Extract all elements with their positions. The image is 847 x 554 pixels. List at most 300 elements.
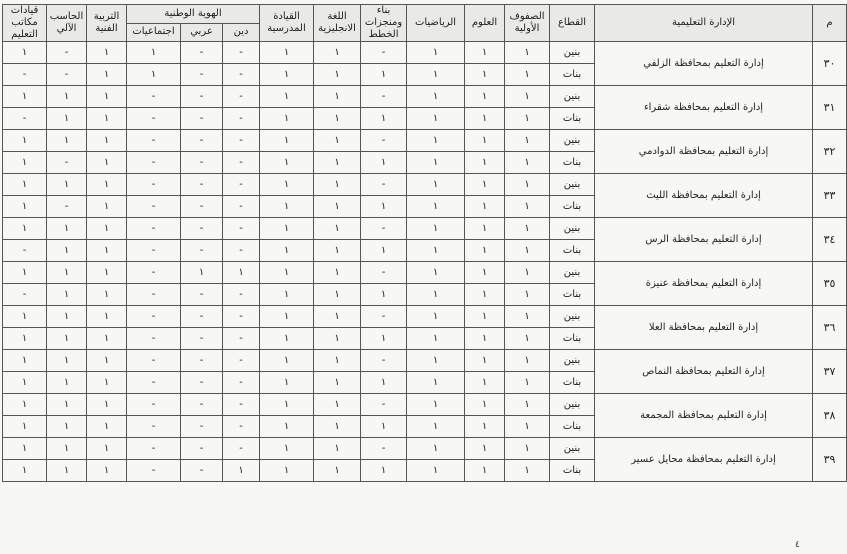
value-cell: ١ bbox=[407, 460, 465, 482]
value-cell: ١ bbox=[87, 240, 127, 262]
value-cell: - bbox=[223, 328, 260, 350]
value-cell: ١ bbox=[87, 284, 127, 306]
value-cell: ١ bbox=[314, 42, 361, 64]
value-cell: ١ bbox=[260, 42, 314, 64]
value-cell: ١ bbox=[314, 284, 361, 306]
value-cell: - bbox=[223, 240, 260, 262]
table-row bbox=[3, 306, 847, 328]
value-cell: - bbox=[127, 108, 181, 130]
value-cell: ١ bbox=[87, 416, 127, 438]
value-cell: ١ bbox=[465, 108, 505, 130]
table-row bbox=[3, 130, 847, 152]
value-cell: - bbox=[361, 86, 407, 108]
sector-cell: بنات bbox=[550, 108, 595, 130]
value-cell: ١ bbox=[47, 394, 87, 416]
sector-cell: بنين bbox=[550, 306, 595, 328]
value-cell: ١ bbox=[465, 416, 505, 438]
value-cell: ١ bbox=[3, 86, 47, 108]
value-cell: ١ bbox=[47, 438, 87, 460]
value-cell: ١ bbox=[505, 438, 550, 460]
value-cell: ١ bbox=[465, 174, 505, 196]
sector-cell: بنات bbox=[550, 284, 595, 306]
header-offices: قيادات مكاتب التعليم bbox=[3, 5, 47, 42]
value-cell: - bbox=[223, 350, 260, 372]
value-cell: - bbox=[127, 460, 181, 482]
header-science: العلوم bbox=[465, 5, 505, 42]
value-cell: ١ bbox=[3, 416, 47, 438]
value-cell: ١ bbox=[314, 86, 361, 108]
value-cell: ١ bbox=[505, 372, 550, 394]
value-cell: - bbox=[127, 130, 181, 152]
value-cell: ١ bbox=[87, 328, 127, 350]
value-cell: - bbox=[127, 438, 181, 460]
value-cell: - bbox=[181, 108, 223, 130]
sector-cell: بنين bbox=[550, 438, 595, 460]
value-cell: ١ bbox=[314, 240, 361, 262]
value-cell: - bbox=[47, 42, 87, 64]
value-cell: ١ bbox=[465, 196, 505, 218]
sector-cell: بنين bbox=[550, 86, 595, 108]
value-cell: - bbox=[181, 284, 223, 306]
document-page bbox=[2, 4, 836, 482]
value-cell: ١ bbox=[505, 262, 550, 284]
value-cell: - bbox=[181, 328, 223, 350]
value-cell: ١ bbox=[407, 328, 465, 350]
value-cell: ١ bbox=[260, 130, 314, 152]
value-cell: ١ bbox=[314, 438, 361, 460]
value-cell: ١ bbox=[465, 284, 505, 306]
value-cell: ١ bbox=[407, 108, 465, 130]
row-number: ٣٣ bbox=[813, 174, 847, 218]
header-computer: الحاسب الآلي bbox=[47, 5, 87, 42]
row-number: ٣٠ bbox=[813, 42, 847, 86]
value-cell: ١ bbox=[3, 174, 47, 196]
value-cell: - bbox=[3, 240, 47, 262]
value-cell: ١ bbox=[505, 394, 550, 416]
value-cell: ١ bbox=[47, 416, 87, 438]
row-number: ٣٢ bbox=[813, 130, 847, 174]
value-cell: ١ bbox=[87, 86, 127, 108]
value-cell: ١ bbox=[87, 438, 127, 460]
value-cell: ١ bbox=[505, 306, 550, 328]
value-cell: - bbox=[361, 262, 407, 284]
value-cell: - bbox=[127, 416, 181, 438]
value-cell: - bbox=[47, 64, 87, 86]
value-cell: ١ bbox=[361, 284, 407, 306]
value-cell: ١ bbox=[407, 218, 465, 240]
value-cell: ١ bbox=[407, 240, 465, 262]
row-number: ٣٧ bbox=[813, 350, 847, 394]
value-cell: ١ bbox=[260, 350, 314, 372]
value-cell: ١ bbox=[87, 130, 127, 152]
value-cell: - bbox=[223, 196, 260, 218]
value-cell: ١ bbox=[314, 394, 361, 416]
value-cell: ١ bbox=[260, 306, 314, 328]
value-cell: ١ bbox=[465, 372, 505, 394]
value-cell: ١ bbox=[407, 196, 465, 218]
value-cell: ١ bbox=[465, 64, 505, 86]
value-cell: ١ bbox=[260, 196, 314, 218]
value-cell: ١ bbox=[465, 350, 505, 372]
value-cell: ١ bbox=[3, 350, 47, 372]
value-cell: ١ bbox=[47, 218, 87, 240]
department-name: إدارة التعليم بمحافظة محايل عسير bbox=[595, 438, 813, 482]
value-cell: - bbox=[127, 196, 181, 218]
value-cell: ١ bbox=[314, 306, 361, 328]
value-cell: ١ bbox=[260, 152, 314, 174]
value-cell: ١ bbox=[260, 218, 314, 240]
value-cell: ١ bbox=[3, 372, 47, 394]
value-cell: ١ bbox=[361, 372, 407, 394]
sector-cell: بنين bbox=[550, 42, 595, 64]
value-cell: ١ bbox=[181, 262, 223, 284]
value-cell: - bbox=[181, 394, 223, 416]
value-cell: ١ bbox=[3, 196, 47, 218]
value-cell: ١ bbox=[314, 196, 361, 218]
value-cell: - bbox=[181, 416, 223, 438]
value-cell: - bbox=[127, 240, 181, 262]
value-cell: ١ bbox=[407, 130, 465, 152]
table-row bbox=[3, 174, 847, 196]
sector-cell: بنات bbox=[550, 240, 595, 262]
value-cell: ١ bbox=[505, 284, 550, 306]
value-cell: - bbox=[127, 262, 181, 284]
sector-cell: بنات bbox=[550, 372, 595, 394]
value-cell: - bbox=[181, 64, 223, 86]
value-cell: ١ bbox=[47, 372, 87, 394]
value-cell: ١ bbox=[47, 328, 87, 350]
page-number: ٤ bbox=[795, 540, 800, 550]
department-name: إدارة التعليم بمحافظة شقراء bbox=[595, 86, 813, 130]
department-name: إدارة التعليم بمحافظة الرس bbox=[595, 218, 813, 262]
value-cell: - bbox=[181, 174, 223, 196]
value-cell: ١ bbox=[47, 86, 87, 108]
value-cell: - bbox=[223, 306, 260, 328]
sector-cell: بنين bbox=[550, 218, 595, 240]
value-cell: ١ bbox=[223, 460, 260, 482]
value-cell: ١ bbox=[3, 394, 47, 416]
value-cell: ١ bbox=[87, 394, 127, 416]
value-cell: - bbox=[127, 372, 181, 394]
value-cell: ١ bbox=[361, 460, 407, 482]
value-cell: ١ bbox=[47, 262, 87, 284]
header-national-religion: دين bbox=[223, 23, 260, 42]
value-cell: ١ bbox=[361, 240, 407, 262]
value-cell: - bbox=[3, 284, 47, 306]
header-maps: بناء ومنجزات الخطط bbox=[361, 5, 407, 42]
table-row bbox=[3, 218, 847, 240]
value-cell: ١ bbox=[127, 42, 181, 64]
value-cell: ١ bbox=[314, 108, 361, 130]
value-cell: - bbox=[223, 42, 260, 64]
department-name: إدارة التعليم بمحافظة عنيزة bbox=[595, 262, 813, 306]
value-cell: ١ bbox=[260, 64, 314, 86]
table-header bbox=[3, 5, 847, 42]
value-cell: - bbox=[361, 218, 407, 240]
table-row bbox=[3, 350, 847, 372]
value-cell: - bbox=[361, 306, 407, 328]
value-cell: ١ bbox=[87, 42, 127, 64]
data-table bbox=[2, 4, 847, 482]
value-cell: ١ bbox=[223, 262, 260, 284]
value-cell: ١ bbox=[505, 328, 550, 350]
value-cell: ١ bbox=[465, 130, 505, 152]
value-cell: ١ bbox=[465, 460, 505, 482]
value-cell: ١ bbox=[87, 64, 127, 86]
department-name: إدارة التعليم بمحافظة الدوادمي bbox=[595, 130, 813, 174]
value-cell: ١ bbox=[260, 394, 314, 416]
value-cell: ١ bbox=[407, 394, 465, 416]
value-cell: ١ bbox=[260, 108, 314, 130]
header-leadership: القيادة المدرسية bbox=[260, 5, 314, 42]
value-cell: ١ bbox=[465, 152, 505, 174]
value-cell: ١ bbox=[407, 416, 465, 438]
value-cell: ١ bbox=[3, 328, 47, 350]
row-number: ٣٨ bbox=[813, 394, 847, 438]
value-cell: - bbox=[361, 438, 407, 460]
value-cell: ١ bbox=[3, 130, 47, 152]
row-number: ٣٦ bbox=[813, 306, 847, 350]
value-cell: ١ bbox=[361, 152, 407, 174]
value-cell: ١ bbox=[47, 460, 87, 482]
value-cell: ١ bbox=[3, 152, 47, 174]
value-cell: ١ bbox=[87, 372, 127, 394]
value-cell: - bbox=[181, 152, 223, 174]
value-cell: - bbox=[181, 42, 223, 64]
value-cell: - bbox=[361, 394, 407, 416]
value-cell: ١ bbox=[314, 328, 361, 350]
department-name: إدارة التعليم بمحافظة النماص bbox=[595, 350, 813, 394]
value-cell: ١ bbox=[260, 328, 314, 350]
value-cell: ١ bbox=[505, 130, 550, 152]
value-cell: ١ bbox=[505, 240, 550, 262]
row-number: ٣٤ bbox=[813, 218, 847, 262]
department-name: إدارة التعليم بمحافظة العلا bbox=[595, 306, 813, 350]
value-cell: ١ bbox=[127, 64, 181, 86]
value-cell: ١ bbox=[505, 350, 550, 372]
value-cell: ١ bbox=[361, 108, 407, 130]
value-cell: ١ bbox=[407, 42, 465, 64]
value-cell: ١ bbox=[3, 438, 47, 460]
header-math: الرياضيات bbox=[407, 5, 465, 42]
value-cell: ١ bbox=[465, 240, 505, 262]
value-cell: - bbox=[223, 284, 260, 306]
sector-cell: بنات bbox=[550, 152, 595, 174]
value-cell: ١ bbox=[407, 372, 465, 394]
table-row bbox=[3, 42, 847, 64]
value-cell: ١ bbox=[505, 460, 550, 482]
value-cell: ١ bbox=[505, 416, 550, 438]
value-cell: ١ bbox=[465, 438, 505, 460]
value-cell: ١ bbox=[407, 262, 465, 284]
value-cell: - bbox=[181, 240, 223, 262]
value-cell: ١ bbox=[314, 372, 361, 394]
row-number: ٣١ bbox=[813, 86, 847, 130]
value-cell: - bbox=[127, 394, 181, 416]
value-cell: ١ bbox=[407, 64, 465, 86]
value-cell: ١ bbox=[47, 174, 87, 196]
sector-cell: بنين bbox=[550, 262, 595, 284]
value-cell: ١ bbox=[87, 108, 127, 130]
value-cell: - bbox=[223, 152, 260, 174]
department-name: إدارة التعليم بمحافظة الزلفي bbox=[595, 42, 813, 86]
value-cell: ١ bbox=[465, 42, 505, 64]
table-row bbox=[3, 394, 847, 416]
sector-cell: بنات bbox=[550, 196, 595, 218]
value-cell: - bbox=[181, 130, 223, 152]
value-cell: ١ bbox=[505, 42, 550, 64]
table-row bbox=[3, 262, 847, 284]
value-cell: ١ bbox=[505, 64, 550, 86]
value-cell: - bbox=[223, 130, 260, 152]
value-cell: - bbox=[223, 394, 260, 416]
value-cell: - bbox=[181, 460, 223, 482]
value-cell: ١ bbox=[361, 196, 407, 218]
value-cell: ١ bbox=[361, 328, 407, 350]
value-cell: ١ bbox=[407, 350, 465, 372]
table-row bbox=[3, 86, 847, 108]
row-number: ٣٩ bbox=[813, 438, 847, 482]
value-cell: ١ bbox=[3, 460, 47, 482]
value-cell: ١ bbox=[260, 262, 314, 284]
value-cell: ١ bbox=[314, 416, 361, 438]
value-cell: ١ bbox=[465, 218, 505, 240]
value-cell: - bbox=[361, 42, 407, 64]
sector-cell: بنين bbox=[550, 394, 595, 416]
value-cell: ١ bbox=[87, 218, 127, 240]
value-cell: ١ bbox=[505, 108, 550, 130]
value-cell: ١ bbox=[87, 174, 127, 196]
value-cell: - bbox=[223, 372, 260, 394]
value-cell: ١ bbox=[407, 152, 465, 174]
value-cell: ١ bbox=[314, 460, 361, 482]
value-cell: - bbox=[181, 372, 223, 394]
header-national: الهوية الوطنية bbox=[127, 5, 260, 24]
value-cell: - bbox=[127, 328, 181, 350]
value-cell: ١ bbox=[87, 152, 127, 174]
value-cell: ١ bbox=[314, 64, 361, 86]
value-cell: ١ bbox=[407, 284, 465, 306]
header-art: التربية الفنية bbox=[87, 5, 127, 42]
table-row bbox=[3, 438, 847, 460]
value-cell: ١ bbox=[407, 438, 465, 460]
sector-cell: بنات bbox=[550, 416, 595, 438]
value-cell: ١ bbox=[87, 262, 127, 284]
value-cell: ١ bbox=[505, 174, 550, 196]
value-cell: ١ bbox=[465, 306, 505, 328]
value-cell: ١ bbox=[47, 240, 87, 262]
value-cell: - bbox=[3, 108, 47, 130]
value-cell: - bbox=[181, 438, 223, 460]
value-cell: ١ bbox=[87, 460, 127, 482]
row-number: ٣٥ bbox=[813, 262, 847, 306]
value-cell: - bbox=[361, 174, 407, 196]
value-cell: ١ bbox=[465, 262, 505, 284]
value-cell: ١ bbox=[3, 42, 47, 64]
value-cell: ١ bbox=[260, 86, 314, 108]
value-cell: ١ bbox=[3, 306, 47, 328]
department-name: إدارة التعليم بمحافظة الليث bbox=[595, 174, 813, 218]
header-english: اللغة الانجليزية bbox=[314, 5, 361, 42]
value-cell: - bbox=[361, 130, 407, 152]
value-cell: - bbox=[181, 196, 223, 218]
value-cell: - bbox=[223, 416, 260, 438]
value-cell: - bbox=[223, 108, 260, 130]
value-cell: - bbox=[127, 350, 181, 372]
value-cell: ١ bbox=[407, 306, 465, 328]
value-cell: - bbox=[127, 174, 181, 196]
value-cell: ١ bbox=[314, 218, 361, 240]
value-cell: ١ bbox=[505, 86, 550, 108]
sector-cell: بنين bbox=[550, 174, 595, 196]
value-cell: ١ bbox=[314, 152, 361, 174]
value-cell: ١ bbox=[505, 152, 550, 174]
value-cell: ١ bbox=[260, 174, 314, 196]
value-cell: ١ bbox=[260, 284, 314, 306]
value-cell: - bbox=[47, 152, 87, 174]
value-cell: ١ bbox=[407, 86, 465, 108]
value-cell: ١ bbox=[314, 262, 361, 284]
header-national-arabic: عربي bbox=[181, 23, 223, 42]
table-body bbox=[3, 42, 847, 482]
value-cell: ١ bbox=[260, 372, 314, 394]
value-cell: - bbox=[181, 86, 223, 108]
value-cell: ١ bbox=[314, 130, 361, 152]
value-cell: ١ bbox=[505, 218, 550, 240]
value-cell: ١ bbox=[314, 174, 361, 196]
value-cell: ١ bbox=[361, 64, 407, 86]
value-cell: ١ bbox=[87, 306, 127, 328]
header-sector: القطاع bbox=[550, 5, 595, 42]
value-cell: ١ bbox=[465, 328, 505, 350]
value-cell: - bbox=[3, 64, 47, 86]
value-cell: ١ bbox=[47, 108, 87, 130]
value-cell: ١ bbox=[260, 438, 314, 460]
header-dept: الإدارة التعليمية bbox=[595, 5, 813, 42]
value-cell: - bbox=[127, 218, 181, 240]
value-cell: ١ bbox=[260, 460, 314, 482]
value-cell: - bbox=[127, 284, 181, 306]
value-cell: ١ bbox=[87, 350, 127, 372]
department-name: إدارة التعليم بمحافظة المجمعة bbox=[595, 394, 813, 438]
value-cell: - bbox=[181, 350, 223, 372]
value-cell: - bbox=[223, 86, 260, 108]
value-cell: ١ bbox=[505, 196, 550, 218]
value-cell: - bbox=[181, 306, 223, 328]
value-cell: - bbox=[181, 218, 223, 240]
value-cell: ١ bbox=[260, 416, 314, 438]
value-cell: ١ bbox=[260, 240, 314, 262]
value-cell: ١ bbox=[465, 394, 505, 416]
header-m: م bbox=[813, 5, 847, 42]
sector-cell: بنات bbox=[550, 64, 595, 86]
value-cell: ١ bbox=[3, 262, 47, 284]
value-cell: ١ bbox=[3, 218, 47, 240]
value-cell: - bbox=[127, 86, 181, 108]
value-cell: ١ bbox=[47, 306, 87, 328]
sector-cell: بنين bbox=[550, 130, 595, 152]
sector-cell: بنين bbox=[550, 350, 595, 372]
value-cell: - bbox=[223, 218, 260, 240]
value-cell: - bbox=[361, 350, 407, 372]
value-cell: - bbox=[223, 174, 260, 196]
value-cell: ١ bbox=[47, 284, 87, 306]
value-cell: - bbox=[223, 64, 260, 86]
sector-cell: بنات bbox=[550, 460, 595, 482]
value-cell: - bbox=[47, 196, 87, 218]
value-cell: - bbox=[223, 438, 260, 460]
value-cell: ١ bbox=[47, 130, 87, 152]
